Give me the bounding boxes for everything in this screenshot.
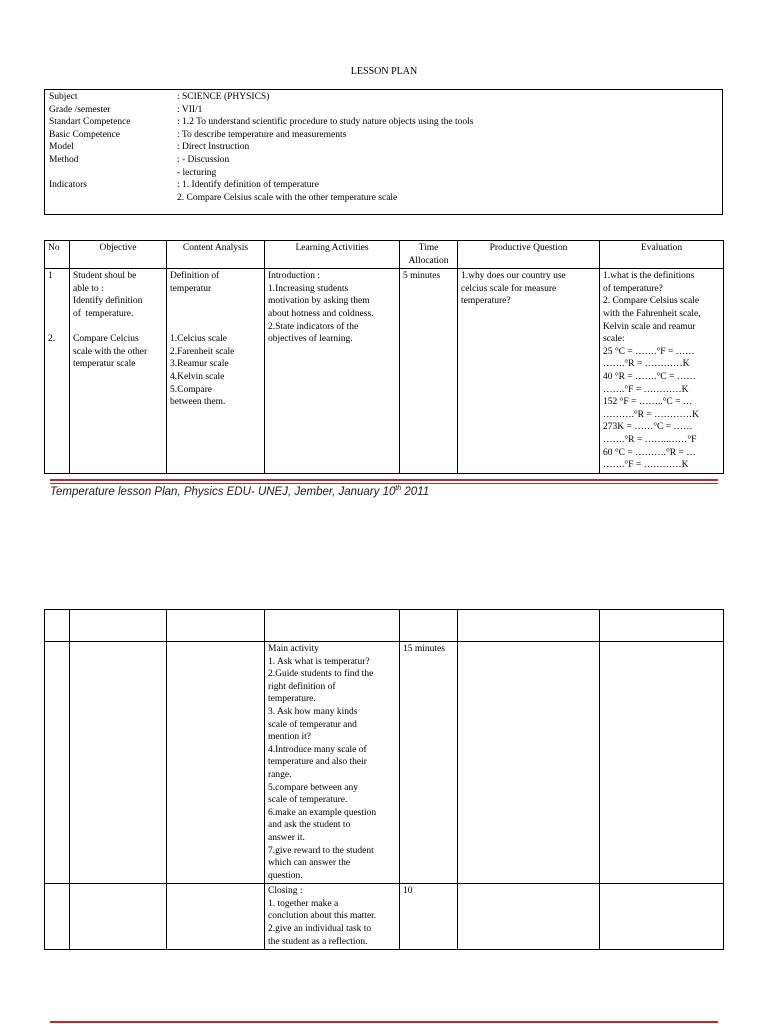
cell-text-line: range. (268, 769, 292, 780)
info-label: Model (49, 142, 74, 153)
header-productive-question: Productive Question (458, 241, 600, 269)
cell-text-line: and ask the student to (268, 820, 351, 831)
table-row (45, 884, 724, 950)
info-value: 2. Compare Celsius scale with the other temperature scale (177, 192, 398, 203)
cell-text-line: …….°R = ……..……°F (603, 434, 697, 445)
info-value: : SCIENCE (PHYSICS) (177, 92, 270, 102)
cell-text-line: 3.Reamur scale (170, 359, 229, 370)
cell-text-line: 1.Increasing students (268, 283, 349, 294)
cell-main-time: 15 minutes (400, 642, 458, 884)
cell-text-line: which can answer the (268, 858, 351, 869)
lesson-table-1 (44, 240, 724, 474)
cell-text-line: 3. Ask how many kinds (268, 706, 358, 717)
cell-text-line: 2. (48, 334, 56, 345)
cell-text-line: Closing : (268, 886, 303, 897)
cell-text-line (48, 283, 66, 296)
lesson-table-2 (44, 609, 724, 950)
lesson-info-box (44, 89, 723, 215)
footer-text: Temperature lesson Plan, Physics EDU- UNEJ, Jember, January 10th 2011 (50, 485, 430, 498)
cell-text-line (170, 308, 261, 321)
info-value: : Direct Instruction (177, 142, 250, 153)
footer-divider (50, 479, 718, 484)
table-header-row (45, 241, 724, 269)
cell-content-analysis (167, 269, 265, 474)
cell-text-line: motivation by asking them (268, 296, 370, 307)
cell-text-line: scale: (603, 334, 625, 345)
cell-text-line: scale of temperatur and (268, 719, 357, 730)
cell-text-line: temperature? (461, 296, 511, 307)
cell-text-line: 6.make an example question (268, 807, 377, 818)
cell-text-line: with the Fahrenheit scale, (603, 308, 701, 319)
cell-text-line: 1.why does our country use (461, 271, 566, 282)
cell-text-line: 1 (48, 271, 53, 282)
cell-text-line: scale of temperature. (268, 795, 348, 806)
cell-text-line (48, 295, 66, 308)
cell-text-line: right definition of (268, 681, 336, 692)
cell-text-line: 152 °F = ……..°C = … (603, 397, 693, 408)
header-learning-activities: Learning Activities (265, 241, 400, 269)
info-label: Basic Competence (49, 129, 120, 140)
cell-text-line (48, 321, 66, 334)
cell-text-line: of temperature. (73, 308, 134, 319)
cell-time-allocation (400, 269, 458, 474)
info-label: Grade /semester (49, 104, 111, 115)
header-content-analysis: Content Analysis (167, 241, 265, 269)
cell-text-line: question. (268, 870, 303, 881)
page-title: LESSON PLAN (350, 66, 418, 77)
cell-text-line: temperature and also their (268, 757, 367, 768)
cell-text-line: temperatur (170, 283, 212, 294)
cell-text-line: Student shoul be (73, 271, 137, 282)
cell-text-line: 273K = ……°C = …… (603, 422, 693, 433)
info-value: : 1.2 To understand scientific procedure to study nature objects using the tools (177, 117, 474, 128)
cell-text-line: …….°F = …………K (603, 460, 689, 471)
bottom-divider (50, 1021, 718, 1023)
cell-text-line: celcius scale for measure (461, 283, 557, 294)
cell-text-line: Kelvin scale and reamur (603, 321, 696, 332)
cell-no (45, 269, 70, 474)
cell-main-activity (265, 642, 400, 884)
cell-text-line: objectives of learning. (268, 334, 353, 345)
cell-text-line: Definition of (170, 271, 220, 282)
cell-text-line: 5 minutes (403, 271, 441, 282)
cell-text-line: 25 °C = …….°F = …… (603, 346, 695, 357)
cell-text-line: 2.give an individual task to (268, 924, 372, 935)
cell-text-line: temperatur scale (73, 359, 136, 370)
cell-text-line: 1. Ask what is temperatur? (268, 656, 370, 667)
cell-text-line: 2.Farenheit scale (170, 346, 235, 357)
cell-text-line (73, 321, 163, 334)
cell-learning-activities (265, 269, 400, 474)
cell-text-line: 4.Kelvin scale (170, 371, 225, 382)
cell-productive-question (458, 269, 600, 474)
cell-text-line: conclution about this matter. (268, 911, 377, 922)
cell-text-line: 1.Celcius scale (170, 334, 227, 345)
header-evaluation: Evaluation (600, 241, 724, 269)
info-value: : To describe temperature and measurements (177, 129, 347, 140)
cell-text-line: 40 °R = …….°C = …… (603, 371, 696, 382)
header-time-allocation: Time Allocation (400, 241, 458, 269)
cell-text-line: 60 °C = ……….°R = … (603, 447, 696, 458)
table-row (45, 610, 724, 642)
info-label: Subject (49, 92, 78, 102)
cell-text-line: Compare Celcius (73, 334, 139, 345)
table-row (45, 269, 724, 474)
info-label: Method (49, 155, 79, 165)
cell-text-line: Main activity (268, 644, 319, 654)
cell-text-line: 2.Guide students to find the (268, 669, 374, 680)
cell-text-line: …….°R = …………K (603, 359, 690, 370)
cell-text-line: 4.Introduce many scale of (268, 744, 367, 755)
cell-text-line: mention it? (268, 732, 312, 743)
cell-text-line: scale with the other (73, 346, 148, 357)
cell-text-line: 5.compare between any (268, 782, 358, 793)
cell-text-line: 2. Compare Celsius scale (603, 296, 700, 307)
cell-text-line: about hotness and coldness. (268, 308, 374, 319)
cell-text-line: able to : (73, 283, 104, 294)
cell-text-line: answer it. (268, 832, 305, 843)
info-value: : VII/1 (177, 104, 203, 115)
cell-text-line (48, 308, 66, 321)
info-value: : - Discussion (177, 155, 230, 165)
cell-text-line (170, 295, 261, 308)
cell-text-line: 7.give reward to the student (268, 845, 374, 856)
cell-text-line: ……….°R = …………K (603, 409, 699, 420)
cell-text-line: 1. together make a (268, 898, 339, 909)
info-value: : 1. Identify definition of temperature (177, 180, 319, 191)
cell-text-line: between them. (170, 397, 226, 408)
cell-text-line (170, 321, 261, 334)
cell-text-line: temperature. (268, 694, 316, 705)
cell-closing (265, 884, 400, 950)
cell-text-line: Introduction : (268, 271, 320, 282)
cell-text-line: 5.Compare (170, 384, 212, 395)
info-label: Standart Competence (49, 117, 131, 128)
cell-text-line: of temperature? (603, 283, 663, 294)
cell-text-line: Identify definition (73, 296, 143, 307)
header-no: No (45, 241, 70, 269)
cell-closing-time: 10 (400, 884, 458, 950)
header-objective: Objective (70, 241, 167, 269)
cell-objective (70, 269, 167, 474)
cell-text-line: 1.what is the definitions (603, 271, 695, 282)
cell-evaluation (600, 269, 724, 474)
cell-text-line: …….°F = …………K (603, 384, 689, 395)
cell-text-line: the student as a reflection. (268, 936, 368, 947)
table-row (45, 642, 724, 884)
cell-text-line: 2.State indicators of the (268, 321, 359, 332)
info-value: - lecturing (177, 167, 217, 178)
info-label: Indicators (49, 180, 87, 191)
